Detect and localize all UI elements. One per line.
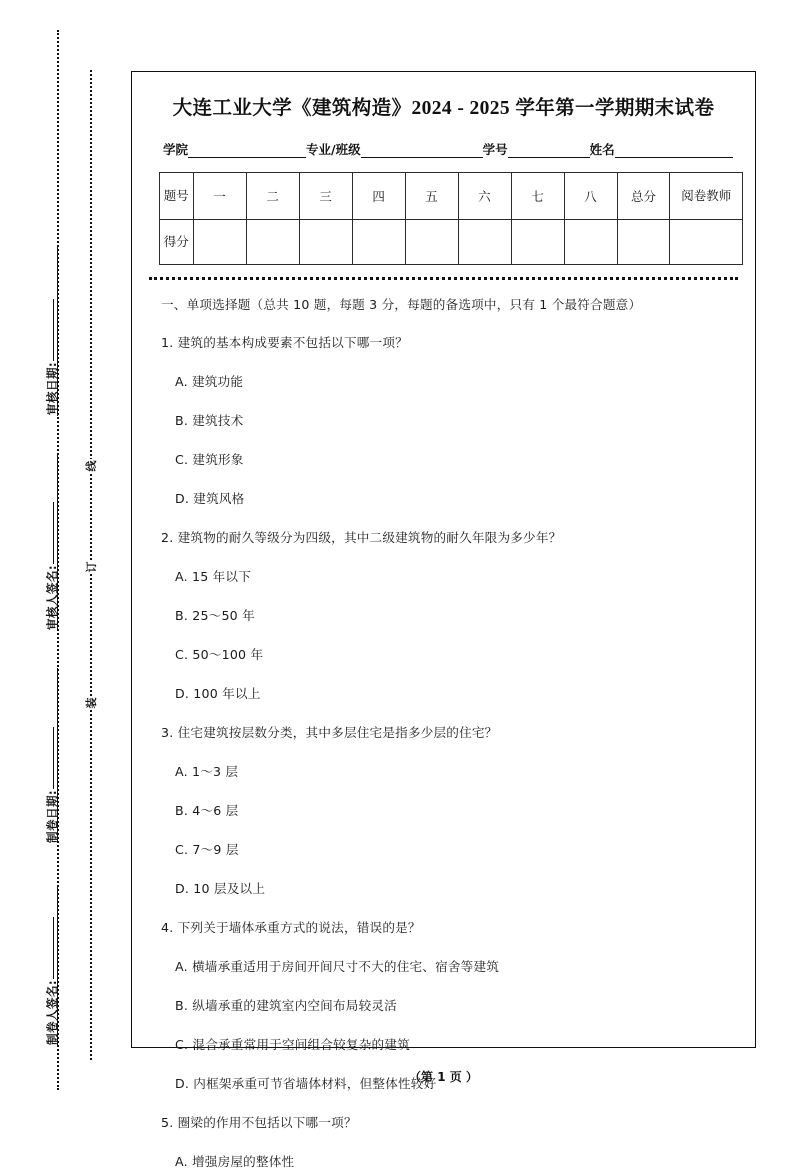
- score-table-row-label-question: 题号: [160, 173, 194, 220]
- field-college-label: 学院: [163, 142, 189, 157]
- score-table-col-6: 六: [458, 173, 511, 220]
- field-name-input[interactable]: [615, 144, 733, 158]
- question-option[interactable]: B. 4～6 层: [175, 803, 239, 818]
- margin-label-makeup-date: [44, 727, 60, 843]
- margin-label-makeup-date-rule: [53, 727, 54, 789]
- exam-title: 大连工业大学《建筑构造》2024 - 2025 学年第一学期期末试卷: [172, 98, 715, 119]
- score-cell-4[interactable]: [352, 220, 405, 265]
- table-row-question-numbers: [160, 173, 743, 220]
- question-option[interactable]: B. 建筑技术: [175, 413, 244, 428]
- field-major-class-label: 专业/班级: [306, 142, 361, 157]
- field-name: [590, 140, 733, 158]
- question-option[interactable]: D. 内框架承重可节省墙体材料，但整体性较好: [175, 1076, 437, 1091]
- question-stem: 1. 建筑的基本构成要素不包括以下哪一项？: [161, 335, 408, 350]
- left-margin-annotations: [0, 0, 130, 1122]
- score-table-col-1: 一: [193, 173, 246, 220]
- score-table-col-marker: 阅卷教师: [670, 173, 743, 220]
- field-major-class-input[interactable]: [361, 144, 483, 158]
- question-stem: 2. 建筑物的耐久等级分为四级，其中二级建筑物的耐久年限为多少年？: [161, 530, 562, 545]
- question-option[interactable]: A. 1～3 层: [175, 764, 239, 779]
- field-college-input[interactable]: [188, 144, 306, 158]
- question-stem: 5. 圈梁的作用不包括以下哪一项？: [161, 1115, 357, 1130]
- score-cell-5[interactable]: [405, 220, 458, 265]
- page-number-label: （第 1 页 ）: [409, 1070, 478, 1084]
- score-cell-total[interactable]: [617, 220, 670, 265]
- margin-label-review-date-rule: [53, 299, 54, 361]
- field-student-id-input[interactable]: [508, 144, 590, 158]
- question-option[interactable]: D. 100 年以上: [175, 686, 261, 701]
- question-stem: 3. 住宅建筑按层数分类，其中多层住宅是指多少层的住宅？: [161, 725, 498, 740]
- question-option[interactable]: D. 建筑风格: [175, 491, 245, 506]
- field-student-id-label: 学号: [482, 142, 508, 157]
- question-option[interactable]: A. 建筑功能: [175, 374, 244, 389]
- score-table-col-4: 四: [352, 173, 405, 220]
- section-dotted-separator: [149, 277, 738, 280]
- fold-mark-pack: 装: [80, 696, 102, 710]
- question-stem: 4. 下列关于墙体承重方式的说法，错误的是？: [161, 920, 421, 935]
- margin-label-reviewer-signature-rule: [53, 502, 54, 564]
- score-table-col-7: 七: [511, 173, 564, 220]
- exam-body: [161, 294, 738, 1170]
- field-college: [163, 140, 306, 158]
- margin-label-review-date-text: 审核日期:: [45, 361, 59, 415]
- field-name-label: 姓名: [589, 142, 615, 157]
- margin-label-maker-signature-rule: [53, 917, 54, 979]
- question-option[interactable]: A. 增强房屋的整体性: [175, 1154, 295, 1169]
- question-option[interactable]: B. 25～50 年: [175, 608, 255, 623]
- score-table-col-8: 八: [564, 173, 617, 220]
- margin-label-makeup-date-text: 制卷日期:: [45, 789, 59, 843]
- score-table-col-3: 三: [299, 173, 352, 220]
- score-cell-1[interactable]: [193, 220, 246, 265]
- score-cell-marker[interactable]: [670, 220, 743, 265]
- student-info-row: [163, 140, 736, 158]
- question-option[interactable]: C. 7～9 层: [175, 842, 239, 857]
- score-cell-7[interactable]: [511, 220, 564, 265]
- margin-label-maker-signature: [44, 917, 60, 1045]
- table-row-scores: [160, 220, 743, 265]
- score-table-row-label-score: 得分: [160, 220, 194, 265]
- question-option[interactable]: C. 混合承重常用于空间组合较复杂的建筑: [175, 1037, 410, 1052]
- fold-mark-line: 线: [80, 459, 102, 473]
- field-major-class: [306, 140, 483, 158]
- score-table-col-total: 总分: [617, 173, 670, 220]
- field-student-id: [483, 140, 590, 158]
- score-cell-2[interactable]: [246, 220, 299, 265]
- margin-label-review-date: [44, 299, 60, 415]
- score-cell-8[interactable]: [564, 220, 617, 265]
- question-option[interactable]: A. 横墙承重适用于房间开间尺寸不大的住宅、宿舍等建筑: [175, 959, 500, 974]
- score-table-col-2: 二: [246, 173, 299, 220]
- question-option[interactable]: C. 建筑形象: [175, 452, 244, 467]
- question-option[interactable]: B. 纵墙承重的建筑室内空间布局较灵活: [175, 998, 397, 1013]
- section-heading: 一、单项选择题（总共 10 题，每题 3 分，每题的备选项中，只有 1 个最符合题意）: [161, 297, 642, 312]
- question-option[interactable]: C. 50～100 年: [175, 647, 264, 662]
- page-footer: [131, 1068, 756, 1085]
- question-option[interactable]: A. 15 年以下: [175, 569, 252, 584]
- margin-label-reviewer-signature: [44, 502, 60, 630]
- score-cell-3[interactable]: [299, 220, 352, 265]
- fold-mark-bind: 订: [80, 560, 102, 574]
- margin-label-reviewer-signature-text: 审核人签名:: [45, 564, 59, 630]
- score-table: [159, 172, 743, 265]
- margin-label-maker-signature-text: 制卷人签名:: [45, 979, 59, 1045]
- score-table-col-5: 五: [405, 173, 458, 220]
- score-cell-6[interactable]: [458, 220, 511, 265]
- question-option[interactable]: D. 10 层及以上: [175, 881, 266, 896]
